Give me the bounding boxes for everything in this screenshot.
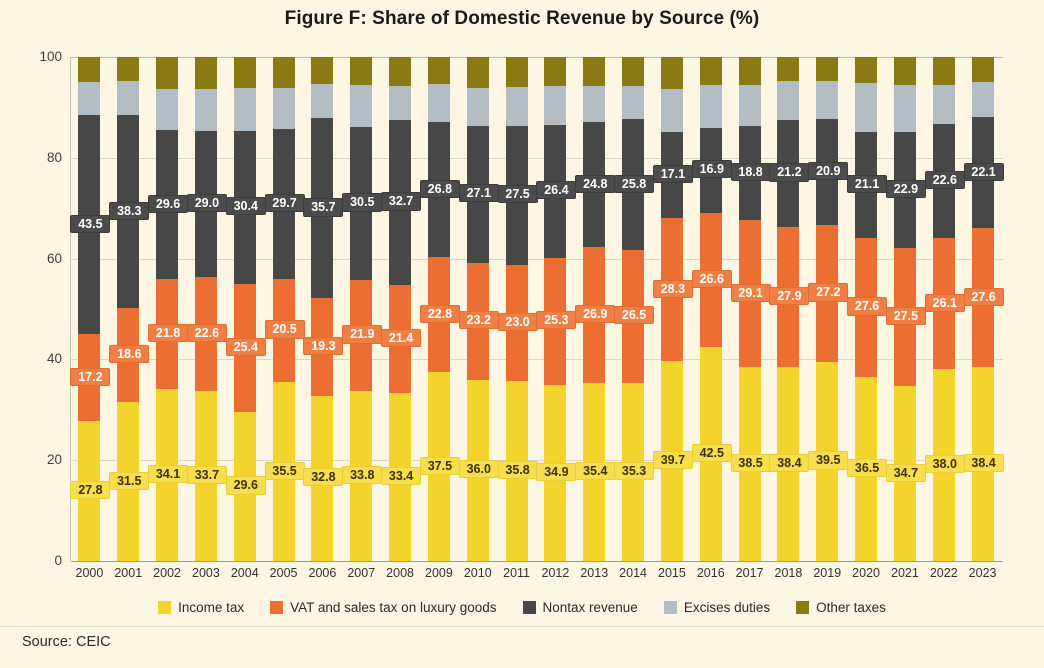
data-label: 22.1 [964,163,1004,181]
data-label: 36.0 [459,460,499,478]
data-label: 21.4 [381,329,421,347]
bar-segment [389,86,411,120]
bar-segment [156,89,178,130]
legend-swatch [796,601,809,614]
legend-label: Income tax [178,600,245,615]
legend-item [158,600,244,615]
data-label: 38.3 [109,202,149,220]
bar-segment [234,57,256,88]
x-axis-tick-label: 2007 [347,566,376,580]
data-label: 30.5 [342,193,382,211]
legend-label: Excises duties [683,600,771,615]
x-axis-tick-label: 2013 [580,566,609,580]
bar-segment [117,57,139,81]
bar-segment [972,57,994,82]
data-label: 25.3 [536,311,576,329]
legend-item [270,600,496,615]
data-label: 21.9 [342,325,382,343]
chart-legend [0,600,1044,615]
data-label: 30.4 [226,197,266,215]
data-label: 26.8 [420,180,460,198]
x-axis-tick-label: 2011 [503,566,531,580]
data-label: 38.5 [731,454,771,472]
legend-swatch [158,601,171,614]
data-label: 25.4 [226,338,266,356]
bar-segment [544,57,566,86]
bar-segment [700,57,722,85]
bar-segment [311,84,333,119]
bar-segment [622,57,644,86]
bar-segment [506,57,528,87]
data-label: 29.6 [226,476,266,494]
data-label: 17.2 [70,368,110,386]
y-axis-tick-label: 100 [39,49,62,64]
bar-segment [156,57,178,89]
bar-segment [583,86,605,122]
legend-item [796,600,886,615]
data-label: 22.6 [925,171,965,189]
bar-segment [661,89,683,132]
bar-segment [777,57,799,81]
bar-segment [972,82,994,117]
data-label: 27.6 [964,288,1004,306]
legend-item [523,600,638,615]
bar-segment [78,57,100,82]
x-axis-tick-label: 2021 [891,566,919,580]
bar-segment [622,86,644,120]
data-label: 33.8 [342,466,382,484]
data-label: 27.8 [70,481,110,499]
gridline [71,561,1003,562]
bar-segment [816,57,838,81]
bar-segment [855,83,877,131]
data-label: 20.5 [265,320,305,338]
legend-swatch [270,601,283,614]
x-axis-tick-label: 2005 [269,566,298,580]
bar-segment [777,81,799,120]
x-axis-tick-label: 2022 [929,566,958,580]
bar-segment [544,86,566,124]
data-label: 21.1 [847,175,887,193]
y-axis-tick-label: 80 [46,149,62,165]
x-axis-tick-label: 2002 [153,566,181,580]
bar-segment [350,57,372,85]
data-label: 26.9 [575,305,615,323]
data-label: 29.1 [731,284,771,302]
x-axis-tick-label: 2003 [192,566,220,580]
data-label: 29.7 [265,194,305,212]
bar-segment [933,85,955,124]
data-label: 33.7 [187,466,227,484]
x-axis-tick-label: 2014 [619,566,647,580]
data-label: 27.5 [498,185,538,203]
data-label: 43.5 [70,215,110,233]
data-label: 34.9 [536,463,576,481]
x-axis-tick-label: 2017 [735,566,764,580]
x-axis-tick-label: 2009 [425,566,453,580]
x-axis-tick-label: 2012 [541,566,570,580]
data-label: 34.7 [886,464,926,482]
bar-segment [428,57,450,84]
data-label: 42.5 [692,444,732,462]
x-axis-tick-label: 2015 [658,566,686,580]
bar-segment [855,57,877,83]
data-label: 24.8 [575,175,615,193]
data-label: 27.1 [459,184,499,202]
bar-segment [933,57,955,85]
data-label: 22.8 [420,305,460,323]
data-label: 38.4 [769,454,809,472]
data-label: 28.3 [653,280,693,298]
data-label: 31.5 [109,472,149,490]
bar-segment [389,57,411,86]
bar-segment [467,57,489,88]
y-axis-tick-label: 0 [54,553,62,568]
bar-segment [739,57,761,85]
data-label: 38.0 [925,455,965,473]
data-label: 35.5 [265,462,305,480]
bar-segment [273,88,295,129]
data-label: 36.5 [847,459,887,477]
bar-segment [78,82,100,115]
x-axis-tick-label: 2000 [75,566,104,580]
data-label: 25.8 [614,175,654,193]
data-label: 29.0 [187,194,227,212]
data-label: 38.4 [964,454,1004,472]
data-label: 23.0 [498,313,538,331]
x-axis-tick-label: 2001 [114,566,143,580]
legend-swatch [523,601,536,614]
bar-segment [700,85,722,128]
bar-segment [506,87,528,126]
data-label: 18.8 [731,163,771,181]
data-label: 35.7 [303,198,343,216]
data-label: 22.6 [187,324,227,342]
x-axis-tick-label: 2006 [308,566,337,580]
x-axis-tick-label: 2010 [463,566,492,580]
data-label: 27.9 [769,287,809,305]
legend-label: Other taxes [816,600,886,615]
data-label: 23.2 [459,311,499,329]
data-label: 27.6 [847,297,887,315]
data-label: 37.5 [420,457,460,475]
legend-item [664,600,770,615]
data-label: 26.1 [925,294,965,312]
data-label: 20.9 [808,162,848,180]
x-axis-tick-label: 2016 [696,566,725,580]
bar-segment [894,85,916,132]
x-axis-tick-label: 2020 [852,566,880,580]
data-label: 35.3 [614,462,654,480]
bar-segment [428,84,450,122]
bar-segment [350,85,372,126]
data-label: 16.9 [692,160,732,178]
bar-segment [117,81,139,115]
bar-segment [467,88,489,126]
bar-segment [739,85,761,125]
footer-divider [0,626,1044,627]
bar-segment [311,57,333,84]
data-label: 35.4 [575,462,615,480]
bar-segment [234,88,256,130]
y-axis-tick-label: 60 [46,250,62,266]
bar-segment [583,57,605,86]
data-label: 19.3 [303,337,343,355]
data-label: 27.2 [808,283,848,301]
legend-label: Nontax revenue [542,600,638,615]
y-axis-tick-label: 20 [46,452,62,468]
data-label: 35.8 [498,461,538,479]
bar-segment [661,57,683,89]
legend-label: VAT and sales tax on luxury goods [290,600,497,615]
data-label: 21.8 [148,324,188,342]
data-label: 29.6 [148,195,188,213]
source-note: Source: CEIC [22,634,111,650]
chart-title: Figure F: Share of Domestic Revenue by Source (%) [284,8,760,29]
y-axis-tick-label: 40 [46,351,62,367]
data-label: 21.2 [769,163,809,181]
data-label: 32.7 [381,192,421,210]
x-axis-tick-label: 2004 [230,566,259,580]
bar-segment [195,57,217,89]
data-label: 39.7 [653,451,693,469]
data-label: 17.1 [653,165,693,183]
legend-swatch [664,601,677,614]
data-label: 34.1 [148,465,188,483]
bar-segment [273,57,295,88]
data-label: 33.4 [381,467,421,485]
bar-segment [195,89,217,131]
data-label: 39.5 [808,451,848,469]
x-axis-tick-label: 2008 [386,566,414,580]
bar-segment [894,57,916,85]
data-label: 26.6 [692,270,732,288]
data-label: 27.5 [886,307,926,325]
data-label: 26.5 [614,306,654,324]
x-axis-tick-label: 2023 [968,566,997,580]
data-label: 22.9 [886,180,926,198]
data-label: 32.8 [303,468,343,486]
data-label: 18.6 [109,345,149,363]
data-label: 26.4 [536,181,576,199]
bar-segment [816,81,838,119]
x-axis-tick-label: 2018 [774,566,803,580]
x-axis-tick-label: 2019 [813,566,842,580]
